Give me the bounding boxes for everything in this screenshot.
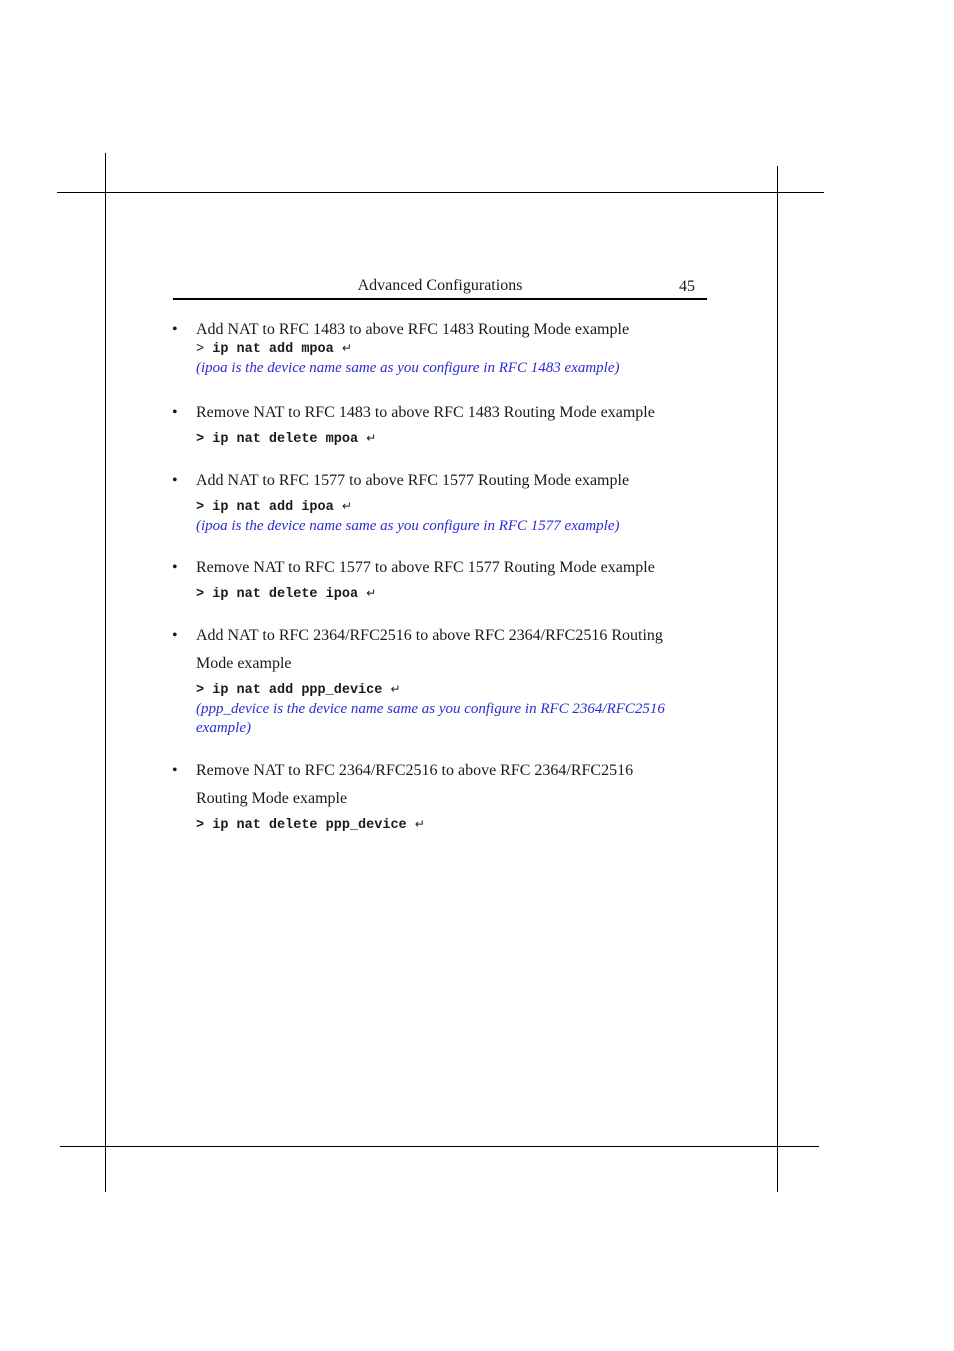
list-item [172,558,716,604]
command-note: (ipoa is the device name same as you configure in RFC 1483 example) [196,360,620,376]
command-text: ip nat delete ipoa [212,587,359,602]
page-number: 45 [679,278,695,295]
command-note: (ipoa is the device name same as you configure in RFC 1577 example) [196,518,620,534]
item-description-line1: Remove NAT to RFC 2364/RFC2516 to above RFC 2364/RFC2516 [196,762,634,779]
crop-mark-right [777,193,778,1148]
list-item [172,761,716,835]
enter-key-icon: ↵ [414,817,425,831]
page-header [173,274,707,300]
prompt-symbol: > [196,587,205,602]
command-text: ip nat delete mpoa [212,432,359,447]
enter-key-icon: ↵ [366,586,377,600]
bullet-icon: • [172,321,178,338]
command-line [196,429,716,449]
item-description: Add NAT to RFC 1577 to above RFC 1577 Routing Mode example [196,472,630,489]
crop-mark-right-bottom [777,1147,778,1192]
bullet-icon: • [172,404,178,421]
prompt-symbol: > [196,342,205,357]
prompt-symbol: > [196,818,205,833]
page-title: Advanced Configurations [357,277,523,294]
crop-mark-bottom-right [777,1146,819,1147]
command-line [196,815,716,835]
item-description: Remove NAT to RFC 1483 to above RFC 1483 Routing Mode example [196,404,655,421]
crop-mark-left [105,193,106,1148]
enter-key-icon: ↵ [390,682,401,696]
command-text: ip nat delete ppp_device [212,818,407,833]
list-item [172,471,716,536]
command-text: ip nat add mpoa [212,342,334,357]
crop-mark-left-top [105,153,106,193]
item-description: Add NAT to RFC 1483 to above RFC 1483 Routing Mode example [196,321,630,338]
item-description-line2: Mode example [196,655,292,672]
bullet-icon: • [172,472,178,489]
crop-mark-left-bottom [105,1147,106,1192]
prompt-symbol: > [196,500,205,515]
enter-key-icon: ↵ [341,499,352,513]
command-text: ip nat add ppp_device [212,683,383,698]
list-item [172,626,716,738]
crop-mark-bottom-left [60,1146,777,1147]
crop-mark-top-left [57,192,777,193]
enter-key-icon: ↵ [341,341,352,355]
command-line [196,680,716,700]
bullet-icon: • [172,762,178,779]
command-note-line1: (ppp_device is the device name same as you configure in RFC 2364/RFC2516 [196,701,665,717]
command-line [196,497,716,517]
crop-mark-top-right [777,192,824,193]
item-description-line2: Routing Mode example [196,790,348,807]
bullet-icon: • [172,627,178,644]
prompt-symbol: > [196,683,205,698]
enter-key-icon: ↵ [366,431,377,445]
item-description-line1: Add NAT to RFC 2364/RFC2516 to above RFC 2364/RFC2516 Routing [196,627,663,644]
list-item [172,320,716,378]
command-line [196,584,716,604]
command-note-line2: example) [196,720,251,736]
command-text: ip nat add ipoa [212,500,334,515]
list-item [172,403,716,449]
crop-mark-right-top [777,166,778,193]
item-description: Remove NAT to RFC 1577 to above RFC 1577 Routing Mode example [196,559,655,576]
prompt-symbol: > [196,432,205,447]
bullet-icon: • [172,559,178,576]
